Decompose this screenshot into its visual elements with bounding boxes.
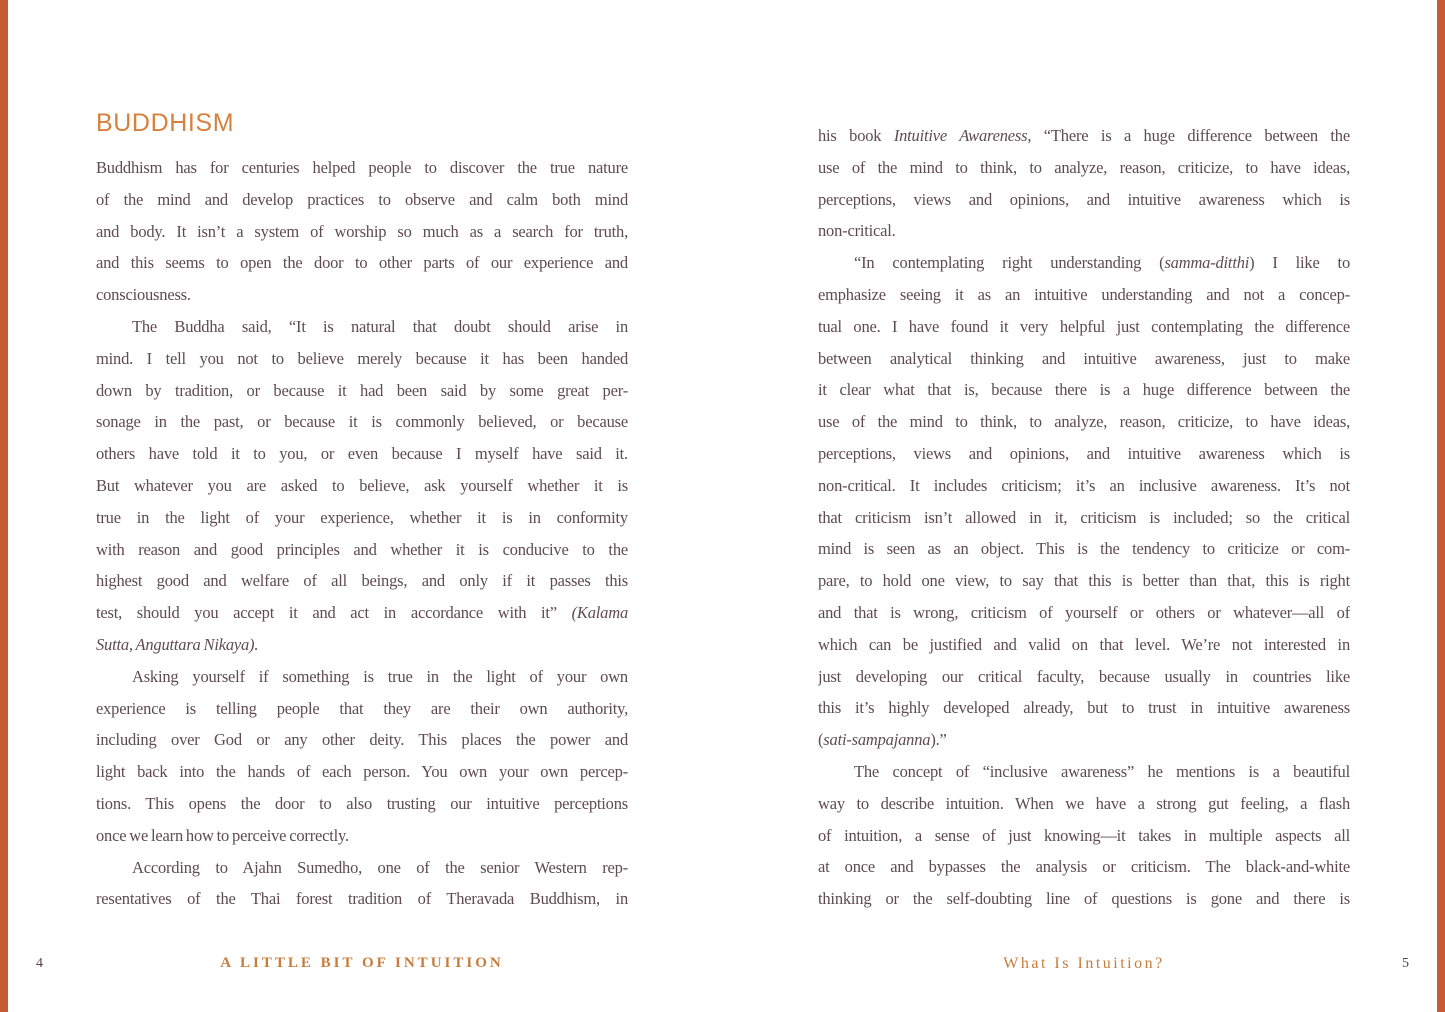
body-text: and this seems to open the door to other parts of our experience and: [96, 253, 628, 273]
text-line: [818, 152, 1350, 184]
text-line: [96, 565, 628, 597]
body-text: light back into the hands of each person. You own your own percep-: [96, 762, 628, 782]
text-line: [96, 820, 628, 852]
italic-text: sati-sampajanna: [823, 730, 931, 750]
body-text: non-critical.: [818, 221, 896, 241]
body-text: ).”: [930, 730, 947, 750]
text-line: [818, 629, 1350, 661]
body-text: perceptions, views and opinions, and intuitive awareness which is: [818, 443, 1350, 463]
body-text: The concept of “inclusive awareness” he mentions is a beautiful: [854, 761, 1350, 781]
body-text: Buddhism has for centuries helped people to discover the true nature: [96, 158, 628, 177]
body-text: use of the mind to think, to analyze, reason, criticize, to have ideas,: [818, 157, 1350, 177]
body-text: and body. It isn’t a system of worship so much as a search for truth,: [96, 221, 628, 241]
text-line: [818, 120, 1350, 152]
body-text: true in the light of your experience, whether it is in conformity: [96, 507, 628, 527]
text-line: [818, 851, 1350, 883]
text-line: [96, 788, 628, 820]
page-number-left: 4: [36, 956, 43, 971]
body-text: But whatever you are asked to believe, ask yourself whether it is: [96, 475, 628, 495]
left-page: [96, 110, 628, 915]
body-text: it clear what that is, because there is a huge difference between the: [818, 380, 1350, 400]
text-line: [818, 343, 1350, 375]
text-line: [96, 852, 628, 884]
running-title-left: A LITTLE BIT OF INTUITION: [220, 955, 504, 971]
text-line: [818, 215, 1350, 247]
text-line: [96, 883, 628, 915]
italic-text: samma-ditthi: [1164, 253, 1250, 273]
text-line: [96, 502, 628, 534]
text-line: [96, 311, 628, 343]
text-line: [818, 184, 1350, 216]
body-text: The Buddha said, “It is natural that doubt should arise in: [132, 316, 628, 336]
text-line: [818, 279, 1350, 311]
body-text: thinking or the self-doubting line of questions is gone and there is: [818, 889, 1350, 909]
body-text: which can be justified and valid on that level. We’re not interested in: [818, 634, 1350, 654]
text-line: [96, 247, 628, 279]
body-text: mind. I tell you not to believe merely because it has been handed: [96, 348, 628, 368]
text-line: [96, 629, 628, 661]
body-text: ) I like to: [1249, 253, 1350, 273]
page-number-right: 5: [1402, 956, 1409, 971]
text-line: [818, 820, 1350, 852]
text-line: [96, 152, 628, 184]
body-text: experience is telling people that they are their own authority,: [96, 698, 628, 718]
text-line: [818, 533, 1350, 565]
body-text: Asking yourself if something is true in the light of your own: [132, 666, 628, 686]
text-line: [818, 788, 1350, 820]
text-line: [96, 470, 628, 502]
right-page: [818, 120, 1350, 915]
left-page-body-text: [96, 152, 628, 915]
body-text: resentatives of the Thai forest tradition of Theravada Buddhism, in: [96, 889, 628, 909]
text-line: [818, 502, 1350, 534]
running-title-right: What Is Intuition?: [1003, 955, 1165, 972]
body-text: at once and bypasses the analysis or criticism. The black-and-white: [818, 857, 1350, 877]
text-line: [818, 565, 1350, 597]
body-text: consciousness.: [96, 285, 191, 305]
body-text: , “There is a huge difference between the: [1027, 126, 1350, 145]
body-text: sonage in the past, or because it is commonly believed, or because: [96, 412, 628, 432]
body-text: test, should you accept it and act in accordance with it”: [96, 603, 572, 623]
body-text: of the mind and develop practices to observe and calm both mind: [96, 189, 628, 209]
body-text: between analytical thinking and intuitive awareness, just to make: [818, 348, 1350, 368]
body-text: with reason and good principles and whether it is conducive to the: [96, 539, 628, 559]
text-line: [818, 724, 1350, 756]
body-text: others have told it to you, or even because I myself have said it.: [96, 444, 628, 464]
text-line: [96, 534, 628, 566]
body-text: that criticism isn’t allowed in it, criticism is included; so the critical: [818, 507, 1350, 527]
edge-bar-right: [1437, 0, 1445, 1012]
body-text: his book: [818, 126, 894, 145]
body-text: emphasize seeing it as an intuitive understanding and not a concep-: [818, 284, 1350, 304]
body-text: just developing our critical faculty, because usually in countries like: [818, 666, 1350, 686]
italic-text: Intuitive Awareness: [893, 126, 1028, 145]
text-line: [818, 311, 1350, 343]
text-line: [96, 216, 628, 248]
text-line: [96, 724, 628, 756]
text-line: [818, 692, 1350, 724]
body-text: tions. This opens the door to also trusting our intuitive perceptions: [96, 793, 628, 813]
body-text: mind is seen as an object. This is the tendency to criticize or com-: [818, 539, 1350, 559]
text-line: [96, 375, 628, 407]
body-text: and that is wrong, criticism of yourself or others or whatever—all of: [818, 602, 1350, 622]
body-text: pare, to hold one view, to say that this is better than that, this is right: [818, 571, 1350, 591]
right-page-body-text: [818, 120, 1350, 915]
text-line: [96, 661, 628, 693]
body-text: (: [818, 730, 824, 750]
text-line: [96, 597, 628, 629]
text-line: [96, 279, 628, 311]
body-text: use of the mind to think, to analyze, reason, criticize, to have ideas,: [818, 412, 1350, 432]
text-line: [818, 756, 1350, 788]
text-line: [96, 438, 628, 470]
body-text: highest good and welfare of all beings, and only if it passes this: [96, 571, 628, 591]
body-text: down by tradition, or because it had been said by some great per-: [96, 380, 628, 400]
edge-bar-left: [0, 0, 8, 1012]
body-text: perceptions, views and opinions, and intuitive awareness which is: [818, 189, 1350, 209]
body-text: once we learn how to perceive correctly.: [96, 825, 349, 845]
text-line: [96, 406, 628, 438]
body-text: this it’s highly developed already, but to trust in intuitive awareness: [818, 698, 1350, 718]
text-line: [818, 406, 1350, 438]
text-line: [96, 693, 628, 725]
italic-text: Sutta, Anguttara Nikaya).: [96, 634, 259, 654]
section-heading: BUDDHISM: [96, 109, 235, 137]
body-text: tual one. I have found it very helpful just contemplating the difference: [818, 316, 1350, 336]
italic-text: (Kalama: [571, 603, 628, 623]
text-line: [818, 438, 1350, 470]
text-line: [96, 756, 628, 788]
body-text: including over God or any other deity. This places the power and: [96, 730, 628, 750]
text-line: [818, 597, 1350, 629]
body-text: non-critical. It includes criticism; it’s an inclusive awareness. It’s not: [818, 475, 1350, 495]
text-line: [818, 247, 1350, 279]
body-text: “In contemplating right understanding (: [854, 253, 1165, 273]
text-line: [818, 661, 1350, 693]
text-line: [96, 184, 628, 216]
body-text: According to Ajahn Sumedho, one of the senior Western rep-: [132, 857, 628, 877]
text-line: [96, 343, 628, 375]
body-text: way to describe intuition. When we have a strong gut feeling, a flash: [818, 793, 1350, 813]
text-line: [818, 883, 1350, 915]
body-text: of intuition, a sense of just knowing—it takes in multiple aspects all: [818, 825, 1350, 845]
text-line: [818, 470, 1350, 502]
text-line: [818, 374, 1350, 406]
